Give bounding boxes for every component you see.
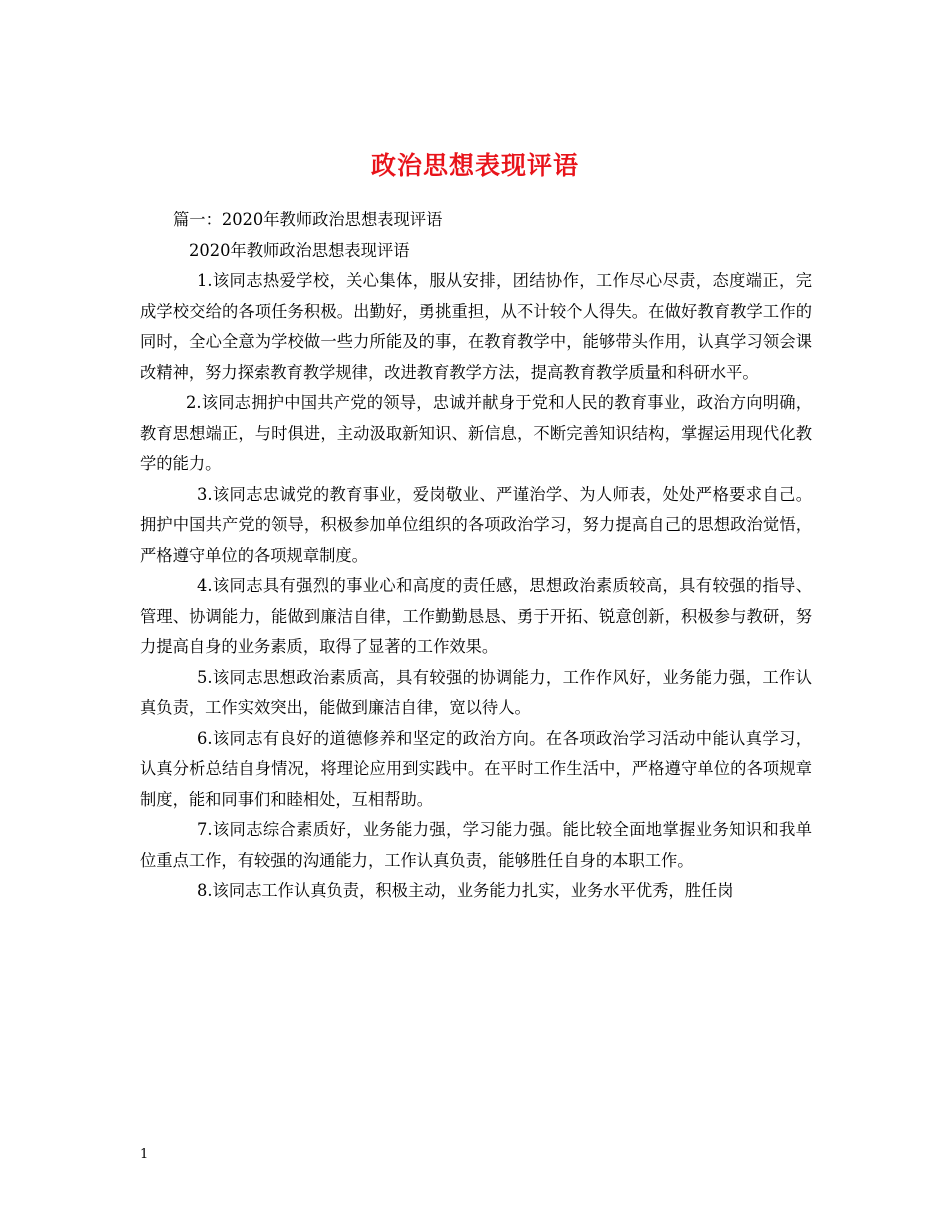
paragraph-item-7: 7.该同志综合素质好，业务能力强，学习能力强。能比较全面地掌握业务知识和我单位重点工作，有较强的沟通能力，工作认真负责，能够胜任自身的本职工作。 — [140, 820, 812, 870]
paragraph-item-4: 4.该同志具有强烈的事业心和高度的责任感，思想政治素质较高，具有较强的指导、管理、协调能力，能做到廉洁自律，工作勤勤恳恳、勇于开拓、锐意创新，积极参与教研，努力提高自身的业务素质，取得了显著的工作效果。 — [140, 576, 812, 656]
paragraph-item-8: 8.该同志工作认真负责，积极主动，业务能力扎实，业务水平优秀，胜任岗 — [197, 881, 734, 900]
paragraph-item-1: 1.该同志热爱学校，关心集体，服从安排，团结协作，工作尽心尽责，态度端正，完成学校交给的各项任务积极。出勤好，勇挑重担，从不计较个人得失。在做好教育教学工作的同时，全心全意为学校做一些力所能及的事，在教育教学中，能够带头作用，认真学习领会课改精神，努力探索教育教学规律，改进教育教学方法，提高教育教学质量和科研水平。 — [140, 271, 812, 382]
page-number: 1 — [140, 1147, 149, 1162]
paragraph-item-2: 2.该同志拥护中国共产党的领导，忠诚并献身于党和人民的教育事业，政治方向明确，教育思想端正，与时俱进，主动汲取新知识、新信息，不断完善知识结构，掌握运用现代化教学的能力。 — [140, 393, 812, 473]
paragraph-item-3: 3.该同志忠诚党的教育事业，爱岗敬业、严谨治学、为人师表，处处严格要求自己。拥护中国共产党的领导，积极参加单位组织的各项政治学习，努力提高自己的思想政治觉悟，严格遵守单位的各项规章制度。 — [140, 484, 812, 565]
paragraph-item-6: 6.该同志有良好的道德修养和坚定的政治方向。在各项政治学习活动中能认真学习，认真分析总结自身情况，将理论应用到实践中。在平时工作生活中，严格遵守单位的各项规章制度，能和同事们和睦相处，互相帮助。 — [140, 728, 812, 809]
paragraph-item-5: 5.该同志思想政治素质高，具有较强的协调能力，工作作风好，业务能力强，工作认真负责，工作实效突出，能做到廉洁自律，宽以待人。 — [140, 667, 812, 717]
section-heading: 篇一：2020年教师政治思想表现评语 — [173, 210, 443, 229]
subheading: 2020年教师政治思想表现评语 — [189, 240, 410, 260]
document-title: 政治思想表现评语 — [370, 150, 579, 180]
document-body — [140, 205, 812, 907]
